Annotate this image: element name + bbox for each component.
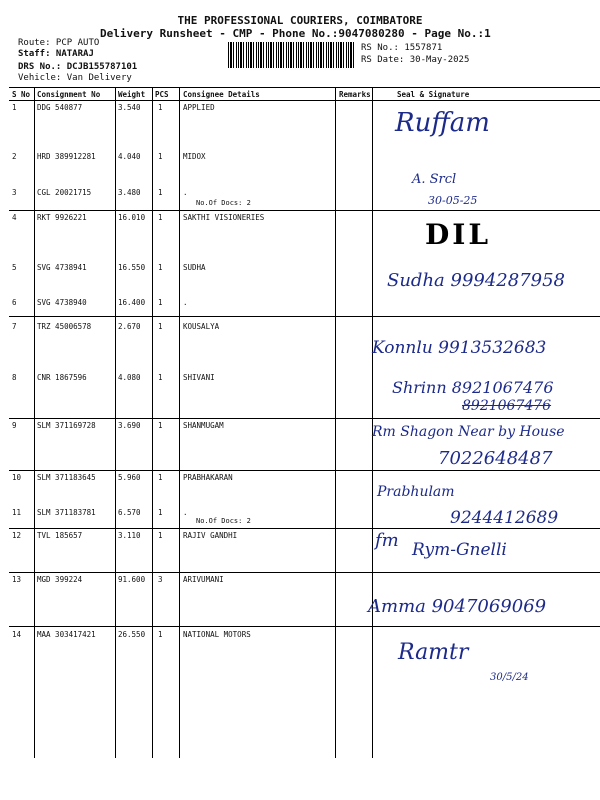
rs-number: RS No.: 1557871: [361, 43, 443, 53]
signature-row-14: Ramtr: [398, 640, 469, 665]
row-consignment: RKT 9926221: [37, 213, 87, 222]
row-consignment: TRZ 45006578: [37, 322, 92, 331]
row-consignee: MIDOX: [183, 152, 206, 161]
row-consignment: HRD 389912281: [37, 152, 96, 161]
row-pcs: 1: [158, 188, 163, 197]
runsheet-subtitle: Delivery Runsheet - CMP - Phone No.:9047080280 - Page No.:1: [100, 27, 491, 40]
row-weight: 4.040: [118, 152, 141, 161]
row-consignment: SVG 4738940: [37, 298, 87, 307]
row-sno: 4: [12, 213, 17, 222]
row-consignee: APPLIED: [183, 103, 215, 112]
row-sno: 2: [12, 152, 17, 161]
row-consignment: MAA 303417421: [37, 630, 96, 639]
row-sno: 12: [12, 531, 22, 540]
row-sno: 1: [12, 103, 17, 112]
row-pcs: 1: [158, 630, 163, 639]
vehicle-info: Vehicle: Van Delivery: [18, 73, 132, 83]
row-sno: 7: [12, 322, 17, 331]
row-consignee: ARIVUMANI: [183, 575, 224, 584]
row-weight: 16.550: [118, 263, 146, 272]
signature-row-1: Ruffam: [395, 108, 490, 138]
row-consignee: SHIVANI: [183, 373, 215, 382]
row-sno: 5: [12, 263, 17, 272]
signature-date-row-3: 30-05-25: [428, 194, 478, 207]
row-pcs: 1: [158, 421, 163, 430]
row-pcs: 1: [158, 531, 163, 540]
row-weight: 3.540: [118, 103, 141, 112]
row-consignee: SHANMUGAM: [183, 421, 224, 430]
rs-date: RS Date: 30-May-2025: [361, 55, 470, 65]
col-sno: S No: [12, 90, 31, 99]
row-consignee: RAJIV GANDHI: [183, 531, 238, 540]
table-row: [9, 528, 600, 573]
row-sno: 3: [12, 188, 17, 197]
drs-number: DRS No.: DCJB155787101: [18, 62, 138, 72]
signature-row-9: Rm Shagon Near by House: [372, 424, 565, 440]
signature-row-13: Amma 9047069069: [368, 596, 547, 617]
row-docs-count: No.Of Docs: 2: [196, 517, 251, 525]
company-title: THE PROFESSIONAL COURIERS, COIMBATORE: [177, 14, 423, 27]
row-sno: 14: [12, 630, 22, 639]
row-consignee: .: [183, 188, 188, 197]
row-weight: 6.570: [118, 508, 141, 517]
row-pcs: 1: [158, 263, 163, 272]
row-pcs: 1: [158, 298, 163, 307]
row-consignee: .: [183, 508, 188, 517]
signature-row-11: 9244412689: [450, 508, 559, 528]
route-info: Route: PCP AUTO: [18, 38, 100, 48]
row-consignment: SLM 371169728: [37, 421, 96, 430]
row-consignee: SUDHA: [183, 263, 206, 272]
row-pcs: 3: [158, 575, 163, 584]
signature-row-8-strike: 8921067476: [462, 398, 552, 414]
signature-row-7: Konnlu 9913532683: [372, 338, 547, 358]
row-pcs: 1: [158, 213, 163, 222]
staff-info: Staff: NATARAJ: [18, 49, 94, 59]
signature-date-row-14: 30/5/24: [490, 672, 529, 683]
row-weight: 5.960: [118, 473, 141, 482]
col-pcs: PCS: [155, 90, 169, 99]
row-weight: 26.550: [118, 630, 146, 639]
row-weight: 16.400: [118, 298, 146, 307]
row-weight: 3.690: [118, 421, 141, 430]
row-consignee: SAKTHI VISIONERIES: [183, 213, 265, 222]
runsheet-table: [9, 87, 600, 758]
row-consignment: SLM 371183781: [37, 508, 96, 517]
col-remarks: Remarks: [339, 90, 371, 99]
row-pcs: 1: [158, 508, 163, 517]
row-consignment: SVG 4738941: [37, 263, 87, 272]
signature-row-3: A. Srcl: [412, 172, 457, 187]
signature-row-12b: Rym-Gnelli: [412, 540, 507, 560]
col-weight: Weight: [118, 90, 146, 99]
signature-row-12: fm: [375, 530, 399, 551]
row-sno: 6: [12, 298, 17, 307]
signature-row-8: Shrinn 8921067476: [392, 378, 554, 397]
table-row: [9, 626, 600, 758]
row-sno: 9: [12, 421, 17, 430]
row-sno: 8: [12, 373, 17, 382]
row-weight: 3.110: [118, 531, 141, 540]
signature-row-9-phone: 7022648487: [438, 448, 553, 469]
row-pcs: 1: [158, 152, 163, 161]
row-consignment: TVL 185657: [37, 531, 83, 540]
row-consignment: DDG 540877: [37, 103, 83, 112]
row-consignment: MGD 399224: [37, 575, 83, 584]
row-consignment: CNR 1867596: [37, 373, 87, 382]
row-consignment: CGL 20021715: [37, 188, 92, 197]
table-row: [9, 210, 600, 317]
signature-row-5: Sudha 9994287958: [387, 270, 566, 291]
row-pcs: 1: [158, 473, 163, 482]
row-docs-count: No.Of Docs: 2: [196, 199, 251, 207]
col-seal-signature: Seal & Signature: [397, 90, 470, 99]
row-consignee: NATIONAL MOTORS: [183, 630, 251, 639]
row-sno: 10: [12, 473, 22, 482]
row-weight: 91.600: [118, 575, 146, 584]
row-consignment: SLM 371183645: [37, 473, 96, 482]
barcode: [228, 42, 354, 68]
row-consignee: PRABHAKARAN: [183, 473, 233, 482]
row-consignee: .: [183, 298, 188, 307]
row-pcs: 1: [158, 103, 163, 112]
stamp-row-4: DIL: [425, 218, 492, 251]
col-consignment: Consignment No: [37, 90, 101, 99]
row-weight: 4.080: [118, 373, 141, 382]
row-weight: 2.670: [118, 322, 141, 331]
col-consignee: Consignee Details: [183, 90, 260, 99]
row-pcs: 1: [158, 373, 163, 382]
table-row: [9, 100, 600, 211]
row-pcs: 1: [158, 322, 163, 331]
row-sno: 11: [12, 508, 22, 517]
row-weight: 3.480: [118, 188, 141, 197]
row-consignee: KOUSALYA: [183, 322, 220, 331]
row-sno: 13: [12, 575, 22, 584]
row-weight: 16.010: [118, 213, 146, 222]
signature-row-10: Prabhulam: [377, 484, 455, 500]
